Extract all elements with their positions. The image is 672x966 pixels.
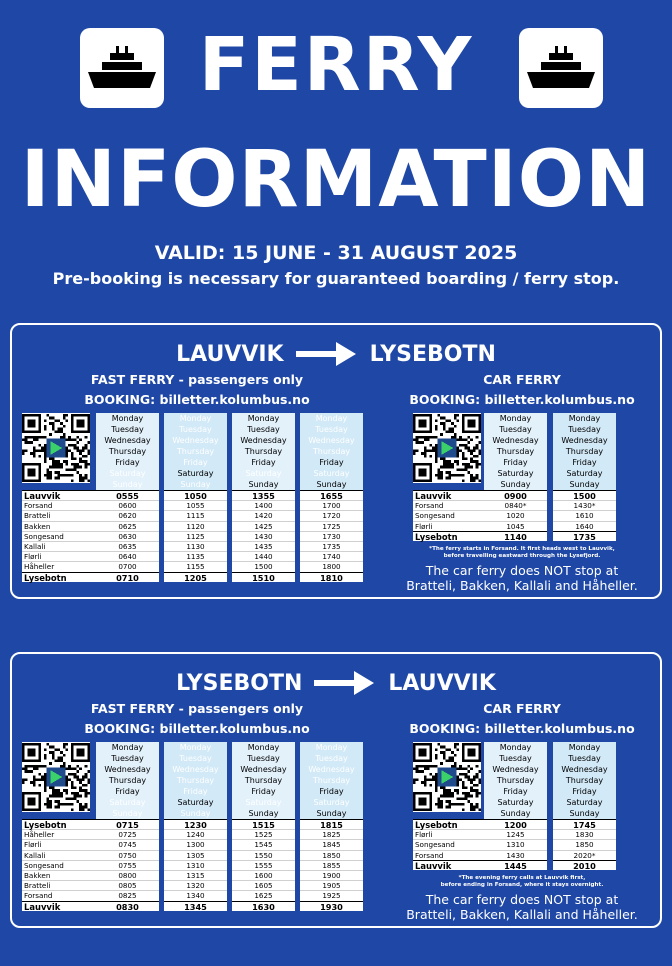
departure-time: 0635: [96, 541, 159, 551]
car-ferry-booking[interactable]: BOOKING: billetter.kolumbus.no: [409, 392, 635, 407]
departure-time: 1845: [300, 839, 363, 849]
departure-time: 1610: [553, 510, 616, 520]
stop-name: Lauvvik: [22, 901, 97, 911]
stop-name: Flørli: [22, 839, 97, 849]
stop-name: Songesand: [413, 510, 488, 520]
stop-names: [413, 819, 488, 870]
departure-time: 1545: [232, 839, 295, 849]
day-label: Friday: [319, 458, 344, 467]
departure-time: 0805: [96, 880, 159, 890]
departure-time: 1630: [232, 901, 295, 911]
day-label: Monday: [568, 743, 601, 752]
day-label: Tuesday: [499, 425, 532, 434]
day-label: Saturday: [177, 798, 214, 807]
departure-time: 1440: [232, 551, 295, 561]
departure-time: 0625: [96, 521, 159, 531]
departure-time: 1345: [164, 901, 227, 911]
departure-time: 1445: [484, 860, 547, 870]
booking-qr-code[interactable]: [22, 413, 90, 483]
operating-days: [164, 742, 227, 819]
page-subtitle: INFORMATION: [20, 135, 652, 225]
departure-time: 1825: [300, 829, 363, 839]
departure-time: 1045: [484, 521, 547, 531]
departure-column: [300, 742, 363, 911]
day-label: Thursday: [108, 776, 147, 785]
stop-names: [22, 490, 97, 582]
no-stop-line: Bratteli, Bakken, Kallali and Håheller.: [406, 907, 638, 922]
departure-time: 1500: [553, 490, 616, 500]
day-label: Thursday: [312, 447, 351, 456]
day-label: Saturday: [497, 798, 534, 807]
day-label: Sunday: [180, 809, 211, 818]
departure-time: 0725: [96, 829, 159, 839]
departure-time: 1245: [484, 829, 547, 839]
stop-name: Forsand: [22, 500, 97, 510]
day-label: Wednesday: [492, 765, 539, 774]
day-label: Sunday: [180, 480, 211, 489]
day-label: Friday: [183, 458, 208, 467]
day-label: Saturday: [109, 469, 146, 478]
departure-time: 0750: [96, 850, 159, 860]
car-ferry-title: CAR FERRY: [483, 701, 561, 716]
operating-days: [484, 413, 547, 490]
day-label: Tuesday: [179, 425, 212, 434]
footnote-line: *The ferry starts in Forsand. It first heads west to Lauvvik,: [429, 546, 615, 552]
departure-time: 1400: [232, 500, 295, 510]
departure-time: 1655: [300, 490, 363, 500]
day-label: Saturday: [313, 798, 350, 807]
day-label: Wednesday: [492, 436, 539, 445]
departure-time: 1310: [164, 860, 227, 870]
departure-time: 1905: [300, 880, 363, 890]
departure-time: 1735: [300, 541, 363, 551]
stop-name: Kallali: [22, 541, 97, 551]
booking-qr-code[interactable]: [22, 742, 90, 812]
day-label: Thursday: [176, 447, 215, 456]
day-label: Friday: [503, 458, 528, 467]
day-label: Wednesday: [561, 436, 608, 445]
departure-time: 0840*: [484, 500, 547, 510]
day-label: Tuesday: [247, 425, 280, 434]
departure-time: 1850: [300, 850, 363, 860]
departure-time: 1810: [300, 572, 363, 582]
departure-time: 1200: [484, 819, 547, 829]
day-label: Wednesday: [308, 765, 355, 774]
departure-time: 1135: [164, 551, 227, 561]
day-label: Wednesday: [240, 436, 287, 445]
day-label: Thursday: [496, 776, 535, 785]
day-label: Monday: [315, 414, 348, 423]
departure-time: 1815: [300, 819, 363, 829]
departure-time: 1500: [232, 561, 295, 571]
departure-time: 0620: [96, 510, 159, 520]
operating-days: [300, 742, 363, 819]
departure-column: [164, 742, 227, 911]
day-label: Monday: [315, 743, 348, 752]
day-label: Monday: [568, 414, 601, 423]
stop-name: Kallali: [22, 850, 97, 860]
arrow-right-icon: [296, 341, 358, 367]
day-label: Friday: [251, 458, 276, 467]
stop-name: Lysebotn: [413, 531, 488, 541]
day-label: Tuesday: [179, 754, 212, 763]
departure-time: 1340: [164, 890, 227, 900]
departure-time: 2010: [553, 860, 616, 870]
booking-qr-code[interactable]: [413, 742, 481, 812]
day-label: Friday: [572, 787, 597, 796]
departure-time: 1510: [232, 572, 295, 582]
departure-time: 1125: [164, 531, 227, 541]
day-label: Tuesday: [247, 754, 280, 763]
day-label: Wednesday: [104, 436, 151, 445]
departure-time: 1055: [164, 500, 227, 510]
departure-time: 1720: [300, 510, 363, 520]
fast-ferry-booking[interactable]: BOOKING: billetter.kolumbus.no: [84, 392, 310, 407]
route-destination: LAUVVIK: [388, 670, 496, 696]
stop-name: Lysebotn: [22, 819, 97, 829]
departure-time: 1430*: [553, 500, 616, 510]
day-label: Thursday: [565, 447, 604, 456]
departure-time: 2020*: [553, 850, 616, 860]
day-label: Friday: [319, 787, 344, 796]
stop-name: Flørli: [22, 551, 97, 561]
route-destination: LYSEBOTN: [369, 341, 496, 367]
departure-time: 1725: [300, 521, 363, 531]
day-label: Friday: [503, 787, 528, 796]
departure-time: 1605: [232, 880, 295, 890]
operating-days: [553, 413, 616, 490]
stop-name: Håheller: [22, 829, 97, 839]
stop-name: Lysebotn: [22, 572, 97, 582]
day-label: Monday: [111, 414, 144, 423]
departure-time: 1115: [164, 510, 227, 520]
day-label: Saturday: [109, 798, 146, 807]
day-label: Tuesday: [315, 425, 348, 434]
day-label: Wednesday: [561, 765, 608, 774]
departure-time: 0600: [96, 500, 159, 510]
departure-column: [484, 742, 547, 870]
departure-time: 1305: [164, 850, 227, 860]
route-section-lauvvik-lysebotn: [10, 323, 662, 599]
arrow-right-icon: [314, 670, 376, 696]
departure-time: 0715: [96, 819, 159, 829]
departure-time: 1315: [164, 870, 227, 880]
footnote-line: before ending in Forsand, where it stays overnight.: [440, 882, 604, 888]
departure-time: 1900: [300, 870, 363, 880]
departure-column: [96, 413, 159, 582]
day-label: Wednesday: [240, 765, 287, 774]
departure-time: 1850: [553, 839, 616, 849]
validity-period: VALID: 15 JUNE - 31 AUGUST 2025: [154, 242, 518, 264]
day-label: Sunday: [112, 809, 143, 818]
departure-time: 0555: [96, 490, 159, 500]
car-ferry-booking[interactable]: BOOKING: billetter.kolumbus.no: [409, 721, 635, 736]
stop-name: Forsand: [413, 850, 488, 860]
stop-name: Flørli: [413, 521, 488, 531]
departure-time: 1020: [484, 510, 547, 520]
day-label: Tuesday: [568, 754, 601, 763]
stop-name: Flørli: [413, 829, 488, 839]
day-label: Saturday: [245, 469, 282, 478]
departure-time: 1355: [232, 490, 295, 500]
operating-days: [484, 742, 547, 819]
day-label: Sunday: [316, 480, 347, 489]
day-label: Tuesday: [315, 754, 348, 763]
departure-column: [553, 413, 616, 541]
day-label: Friday: [572, 458, 597, 467]
stop-name: Bakken: [22, 521, 97, 531]
stop-name: Håheller: [22, 561, 97, 571]
departure-time: 0700: [96, 561, 159, 571]
departure-time: 0900: [484, 490, 547, 500]
route-header: [12, 337, 660, 371]
stop-name: Bratteli: [22, 880, 97, 890]
departure-column: [553, 742, 616, 870]
departure-column: [232, 413, 295, 582]
departure-time: 1745: [553, 819, 616, 829]
fast-ferry-title: FAST FERRY - passengers only: [90, 701, 304, 716]
departure-time: 1930: [300, 901, 363, 911]
stop-name: Lysebotn: [413, 819, 488, 829]
departure-time: 1310: [484, 839, 547, 849]
departure-time: 1525: [232, 829, 295, 839]
operating-days: [300, 413, 363, 490]
departure-time: 1800: [300, 561, 363, 571]
route-origin: LAUVVIK: [176, 341, 284, 367]
day-label: Monday: [247, 414, 280, 423]
booking-qr-code[interactable]: [413, 413, 481, 483]
day-label: Saturday: [177, 469, 214, 478]
day-label: Thursday: [244, 447, 283, 456]
departure-time: 1140: [484, 531, 547, 541]
departure-time: 1240: [164, 829, 227, 839]
day-label: Friday: [251, 787, 276, 796]
operating-days: [553, 742, 616, 819]
departure-time: 0745: [96, 839, 159, 849]
day-label: Sunday: [112, 480, 143, 489]
departure-time: 1830: [553, 829, 616, 839]
departure-time: 1130: [164, 541, 227, 551]
day-label: Friday: [115, 458, 140, 467]
departure-column: [164, 413, 227, 582]
departure-time: 1205: [164, 572, 227, 582]
operating-days: [96, 742, 159, 819]
stop-names: [413, 490, 488, 541]
departure-time: 1430: [484, 850, 547, 860]
day-label: Thursday: [244, 776, 283, 785]
stop-name: Songesand: [22, 860, 97, 870]
departure-time: 1555: [232, 860, 295, 870]
stop-names: [22, 819, 97, 911]
stop-name: Songesand: [413, 839, 488, 849]
departure-time: 1700: [300, 500, 363, 510]
day-label: Tuesday: [111, 425, 144, 434]
day-label: Monday: [499, 414, 532, 423]
stop-name: Lauvvik: [413, 490, 488, 500]
departure-time: 0630: [96, 531, 159, 541]
day-label: Monday: [499, 743, 532, 752]
stop-name: Lauvvik: [413, 860, 488, 870]
departure-time: 0640: [96, 551, 159, 561]
operating-days: [96, 413, 159, 490]
day-label: Wednesday: [104, 765, 151, 774]
departure-time: 1735: [553, 531, 616, 541]
day-label: Thursday: [108, 447, 147, 456]
departure-time: 1730: [300, 531, 363, 541]
departure-time: 1740: [300, 551, 363, 561]
departure-time: 1230: [164, 819, 227, 829]
departure-time: 1300: [164, 839, 227, 849]
departure-time: 1425: [232, 521, 295, 531]
day-label: Sunday: [569, 809, 600, 818]
departure-time: 1925: [300, 890, 363, 900]
day-label: Wednesday: [172, 436, 219, 445]
departure-column: [300, 413, 363, 582]
departure-column: [484, 413, 547, 541]
footnote: [392, 546, 652, 560]
day-label: Tuesday: [111, 754, 144, 763]
day-label: Thursday: [176, 776, 215, 785]
day-label: Thursday: [496, 447, 535, 456]
footnote: [392, 875, 652, 889]
day-label: Sunday: [500, 809, 531, 818]
departure-time: 1550: [232, 850, 295, 860]
no-stop-line: The car ferry does NOT stop at: [425, 892, 619, 907]
operating-days: [164, 413, 227, 490]
day-label: Monday: [179, 743, 212, 752]
stop-name: Songesand: [22, 531, 97, 541]
departure-time: 1420: [232, 510, 295, 520]
departure-column: [232, 742, 295, 911]
day-label: Friday: [115, 787, 140, 796]
no-stop-notice: [392, 892, 652, 922]
day-label: Sunday: [316, 809, 347, 818]
departure-time: 1155: [164, 561, 227, 571]
departure-time: 1640: [553, 521, 616, 531]
route-section-lysebotn-lauvvik: [10, 652, 662, 928]
day-label: Monday: [111, 743, 144, 752]
departure-time: 1855: [300, 860, 363, 870]
day-label: Tuesday: [499, 754, 532, 763]
route-header: [12, 666, 660, 700]
no-stop-line: The car ferry does NOT stop at: [425, 563, 619, 578]
stop-name: Lauvvik: [22, 490, 97, 500]
departure-time: 0825: [96, 890, 159, 900]
departure-time: 0755: [96, 860, 159, 870]
day-label: Saturday: [497, 469, 534, 478]
operating-days: [232, 413, 295, 490]
departure-time: 1120: [164, 521, 227, 531]
day-label: Monday: [247, 743, 280, 752]
car-ferry-title: CAR FERRY: [483, 372, 561, 387]
departure-time: 1050: [164, 490, 227, 500]
departure-time: 1515: [232, 819, 295, 829]
day-label: Sunday: [569, 480, 600, 489]
footnote-line: *The evening ferry calls at Lauvvik first,: [458, 875, 586, 881]
day-label: Thursday: [565, 776, 604, 785]
day-label: Sunday: [248, 809, 279, 818]
day-label: Wednesday: [172, 765, 219, 774]
stop-name: Bakken: [22, 870, 97, 880]
day-label: Saturday: [566, 798, 603, 807]
day-label: Tuesday: [568, 425, 601, 434]
day-label: Saturday: [313, 469, 350, 478]
day-label: Friday: [183, 787, 208, 796]
no-stop-line: Bratteli, Bakken, Kallali and Håheller.: [406, 578, 638, 593]
stop-name: Forsand: [413, 500, 488, 510]
no-stop-notice: [392, 563, 652, 593]
page-title: FERRY: [198, 22, 474, 108]
departure-time: 0830: [96, 901, 159, 911]
departure-time: 0710: [96, 572, 159, 582]
stop-name: Forsand: [22, 890, 97, 900]
day-label: Thursday: [312, 776, 351, 785]
fast-ferry-title: FAST FERRY - passengers only: [90, 372, 304, 387]
stop-name: Bratteli: [22, 510, 97, 520]
departure-time: 1625: [232, 890, 295, 900]
prebooking-notice: Pre-booking is necessary for guaranteed boarding / ferry stop.: [52, 269, 620, 288]
day-label: Sunday: [248, 480, 279, 489]
operating-days: [232, 742, 295, 819]
day-label: Sunday: [500, 480, 531, 489]
departure-time: 1600: [232, 870, 295, 880]
departure-time: 1320: [164, 880, 227, 890]
departure-time: 0800: [96, 870, 159, 880]
departure-time: 1430: [232, 531, 295, 541]
day-label: Saturday: [566, 469, 603, 478]
route-origin: LYSEBOTN: [176, 670, 303, 696]
day-label: Wednesday: [308, 436, 355, 445]
day-label: Monday: [179, 414, 212, 423]
departure-time: 1435: [232, 541, 295, 551]
footnote-line: before travelling eastward through the Lysefjord.: [443, 553, 601, 559]
day-label: Saturday: [245, 798, 282, 807]
fast-ferry-booking[interactable]: BOOKING: billetter.kolumbus.no: [84, 721, 310, 736]
departure-column: [96, 742, 159, 911]
